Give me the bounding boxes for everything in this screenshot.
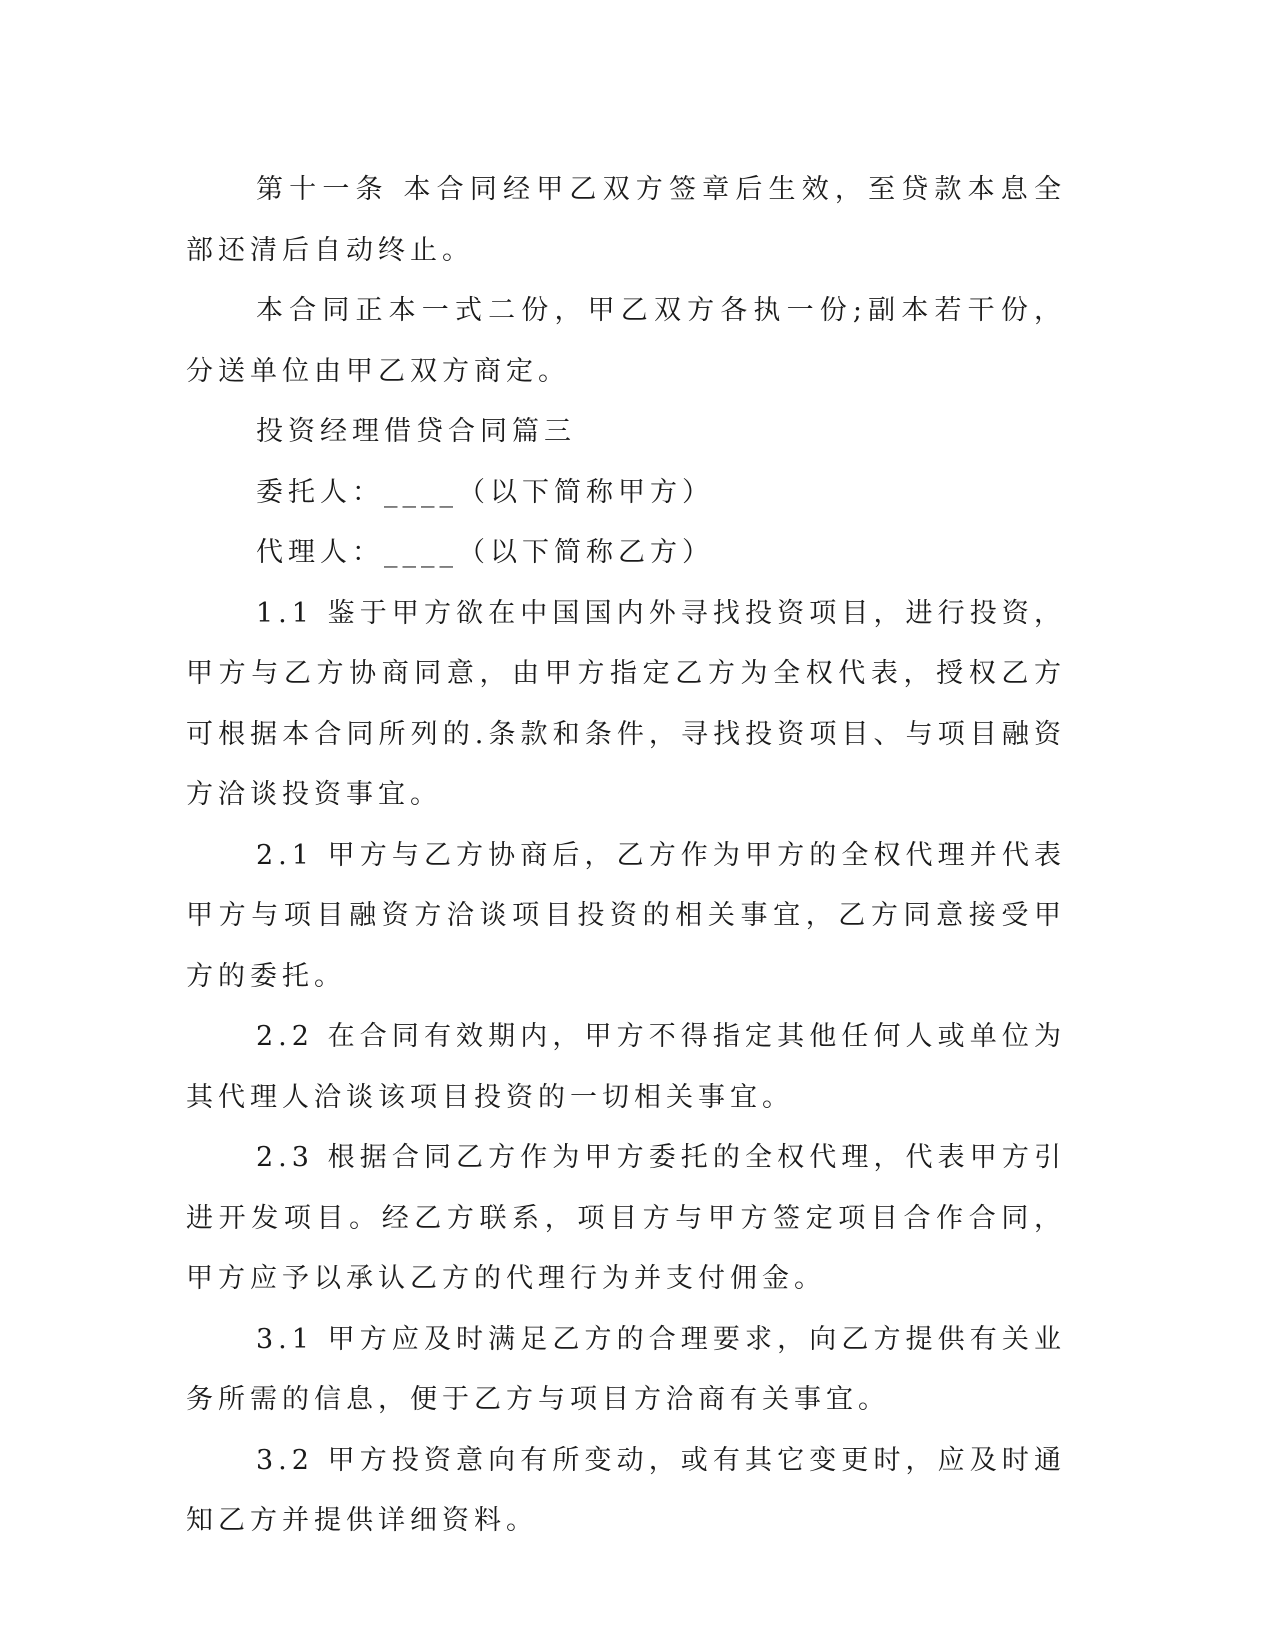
clause-2-2-paragraph: 2.2 在合同有效期内，甲方不得指定其他任何人或单位为其代理人洽谈该项目投资的一切相关事宜。 <box>186 1021 1066 1113</box>
principal-line: 委托人：____（以下简称甲方） <box>256 476 714 508</box>
clause-3-1-paragraph: 3.1 甲方应及时满足乙方的合理要求，向乙方提供有关业务所需的信息，便于乙方与项目方洽商有关事宜。 <box>186 1323 1066 1415</box>
section-heading: 投资经理借贷合同篇三 <box>256 416 576 447</box>
document-body <box>186 160 1066 1552</box>
agent-line: 代理人：____（以下简称乙方） <box>256 537 714 568</box>
clause-eleven-paragraph: 第十一条 本合同经甲乙双方签章后生效，至贷款本息全部还清后自动终止。 <box>186 174 1066 266</box>
clause-2-1-paragraph: 2.1 甲方与乙方协商后，乙方作为甲方的全权代理并代表甲方与项目融资方洽谈项目投资的相关事宜，乙方同意接受甲方的委托。 <box>186 839 1066 992</box>
clause-2-3-paragraph: 2.3 根据合同乙方作为甲方委托的全权代理，代表甲方引进开发项目。经乙方联系，项目方与甲方签定项目合作合同，甲方应予以承认乙方的代理行为并支付佣金。 <box>186 1142 1066 1294</box>
clause-3-2-paragraph: 3.2 甲方投资意向有所变动，或有其它变更时，应及时通知乙方并提供详细资料。 <box>186 1444 1066 1536</box>
copies-paragraph: 本合同正本一式二份，甲乙双方各执一份;副本若干份，分送单位由甲乙双方商定。 <box>186 295 1066 387</box>
clause-1-1-paragraph: 1.1 鉴于甲方欲在中国国内外寻找投资项目，进行投资，甲方与乙方协商同意，由甲方指定乙方为全权代表，授权乙方可根据本合同所列的.条款和条件，寻找投资项目、与项目融资方洽谈投资事宜。 <box>186 597 1066 810</box>
